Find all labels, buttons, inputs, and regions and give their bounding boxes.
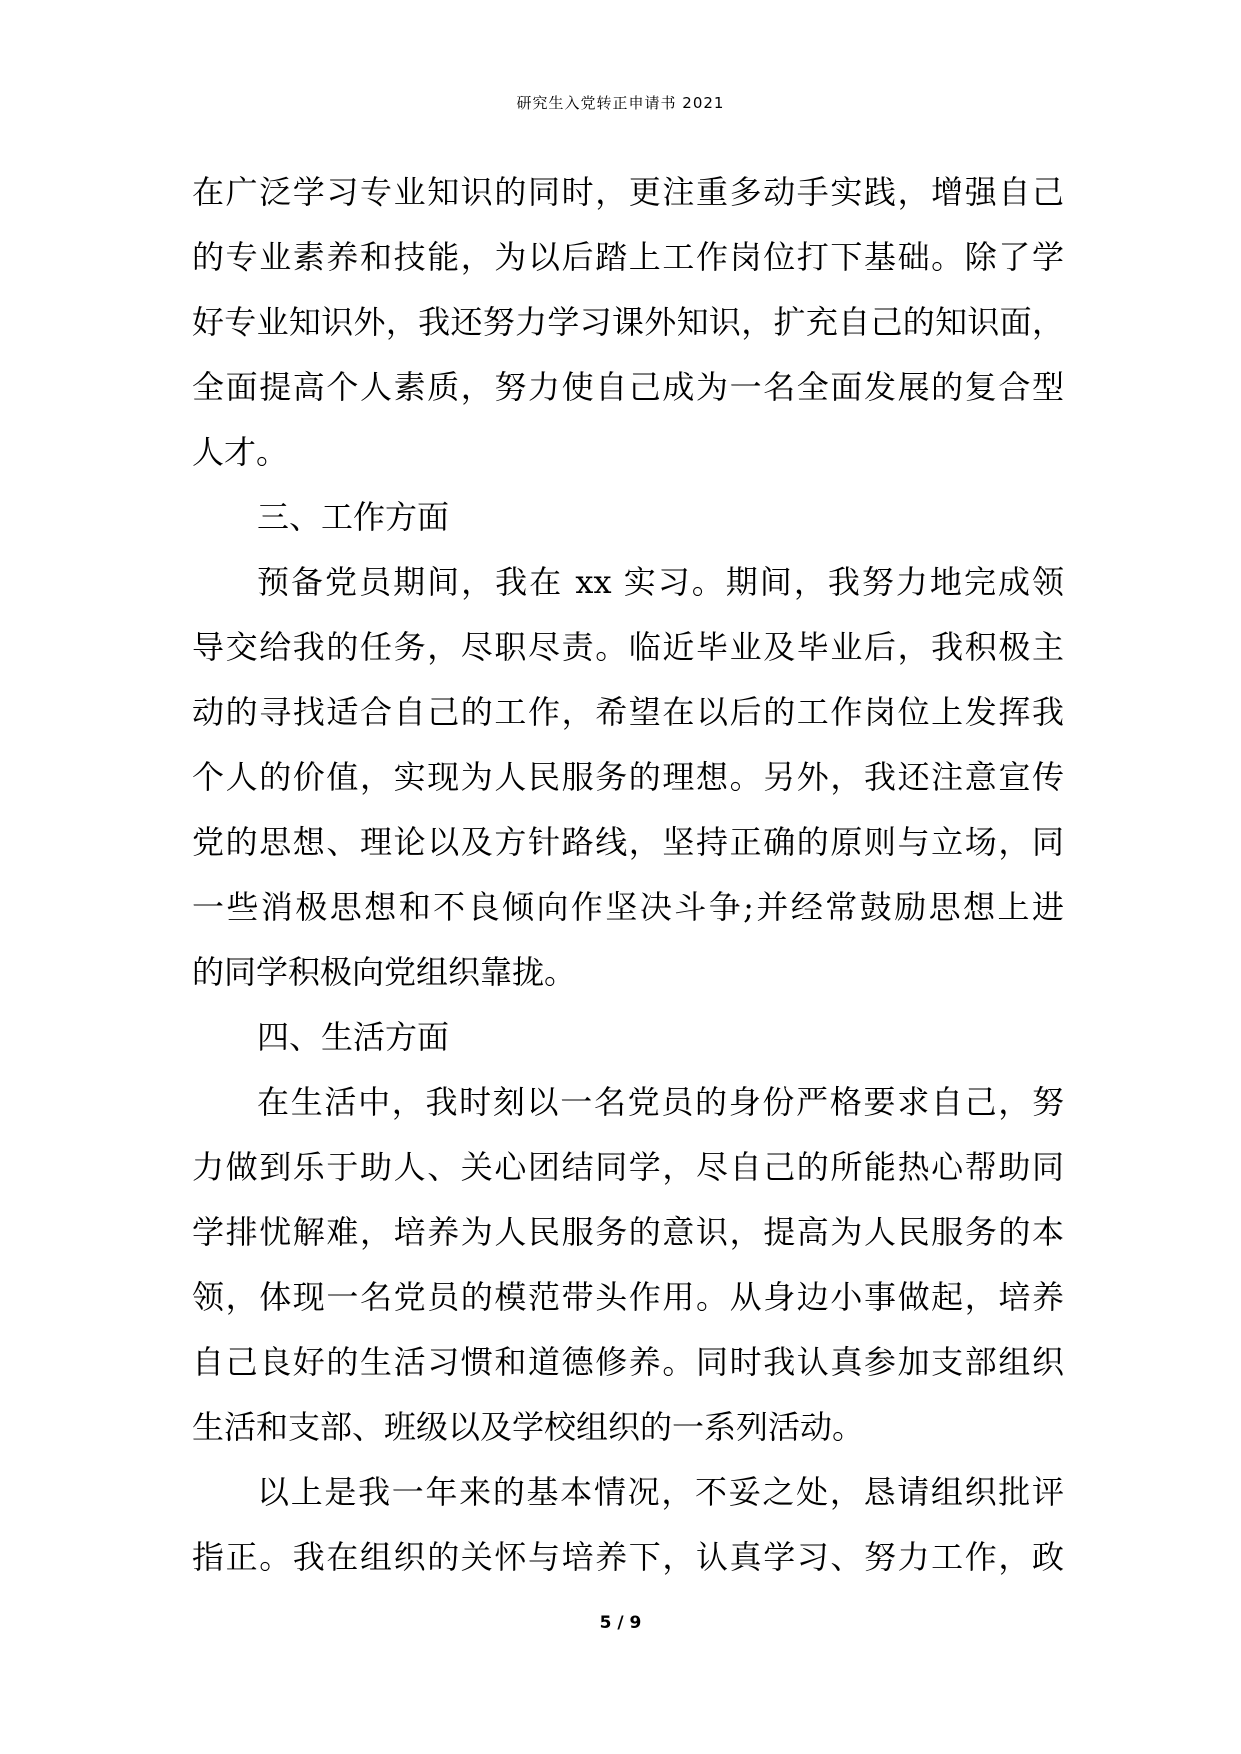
text-line: 指正。我在组织的关怀与培养下，认真学习、努力工作，政 <box>192 1538 1064 1576</box>
text-line: 在广泛学习专业知识的同时，更注重多动手实践，增强自己 <box>192 173 1064 211</box>
text-line: 生活和支部、班级以及学校组织的一系列活动。 <box>192 1408 865 1446</box>
text-line: 在生活中，我时刻以一名党员的身份严格要求自己，努 <box>257 1083 1064 1121</box>
text-line: 一些消极思想和不良倾向作坚决斗争;并经常鼓励思想上进 <box>192 888 1064 926</box>
text-line: 领，体现一名党员的模范带头作用。从身边小事做起，培养 <box>192 1278 1064 1316</box>
section-heading-work: 三、工作方面 <box>257 498 450 536</box>
page-number: 5 / 9 <box>599 1613 642 1633</box>
text-line: 的同学积极向党组织靠拢。 <box>192 953 577 991</box>
page-header: 研究生入党转正申请书 2021 <box>516 94 725 112</box>
text-line: 好专业知识外，我还努力学习课外知识，扩充自己的知识面， <box>192 303 1064 341</box>
text-line: 全面提高个人素质，努力使自己成为一名全面发展的复合型 <box>192 368 1064 406</box>
text-line: 以上是我一年来的基本情况，不妥之处，恳请组织批评 <box>257 1473 1064 1511</box>
text-line: 导交给我的任务，尽职尽责。临近毕业及毕业后，我积极主 <box>192 628 1064 666</box>
text-line: 学排忧解难，培养为人民服务的意识，提高为人民服务的本 <box>192 1213 1064 1251</box>
text-line: 力做到乐于助人、关心团结同学，尽自己的所能热心帮助同 <box>192 1148 1064 1186</box>
text-line: 自己良好的生活习惯和道德修养。同时我认真参加支部组织 <box>192 1343 1064 1381</box>
document-body <box>192 160 1064 1590</box>
text-line: 预备党员期间，我在 xx 实习。期间，我努力地完成领 <box>257 563 1064 601</box>
text-line: 的专业素养和技能，为以后踏上工作岗位打下基础。除了学 <box>192 238 1064 276</box>
text-line: 党的思想、理论以及方针路线，坚持正确的原则与立场，同 <box>192 823 1064 861</box>
text-line: 动的寻找适合自己的工作，希望在以后的工作岗位上发挥我 <box>192 693 1064 731</box>
text-line: 人才。 <box>192 433 289 471</box>
text-line: 个人的价值，实现为人民服务的理想。另外，我还注意宣传 <box>192 758 1064 796</box>
section-heading-life: 四、生活方面 <box>257 1018 450 1056</box>
